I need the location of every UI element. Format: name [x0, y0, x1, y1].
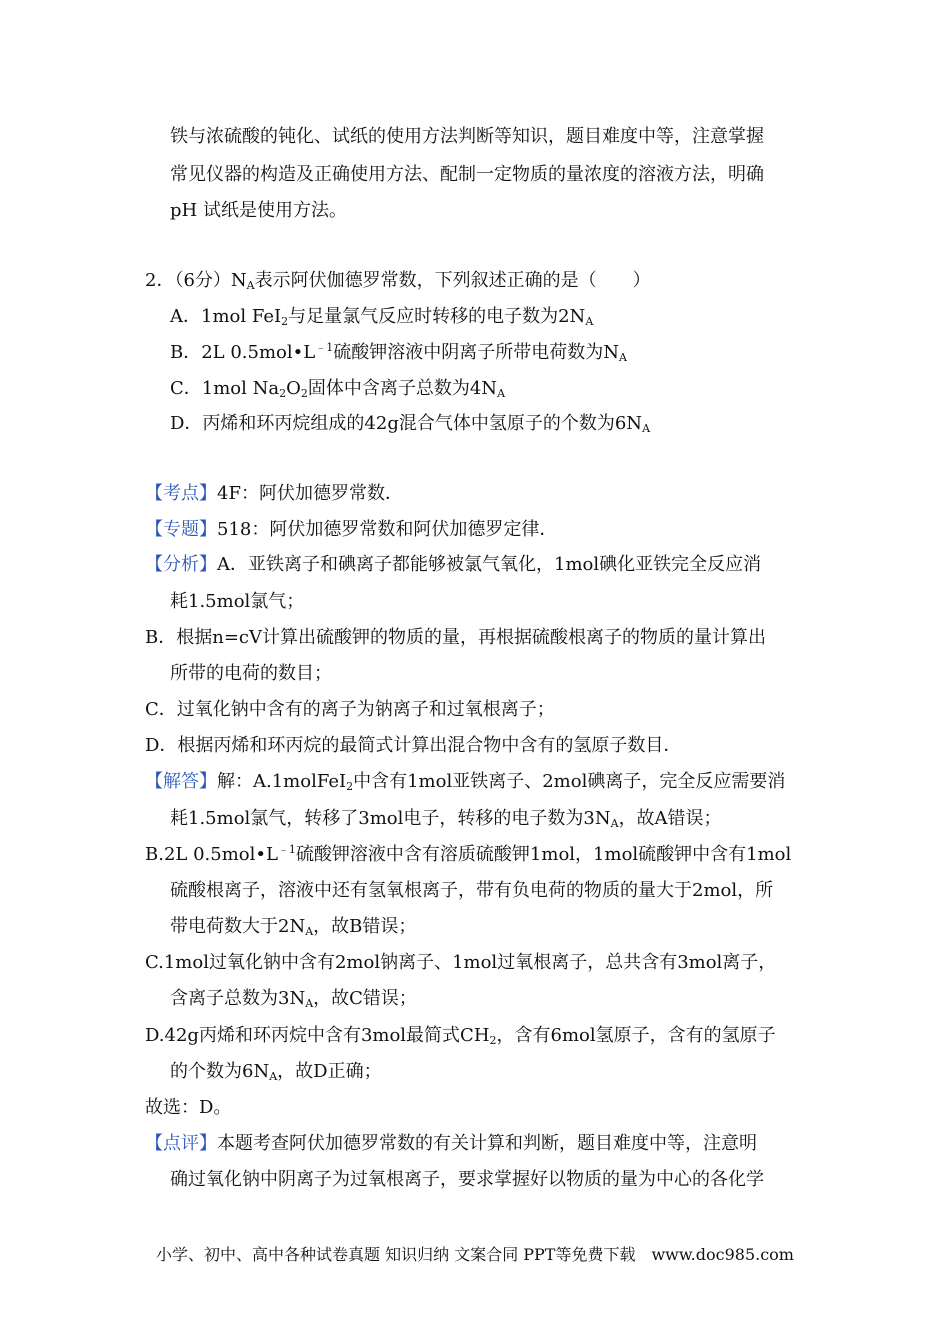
kaodian-tag: 【考点】	[145, 483, 217, 504]
dianping-line-2: 确过氧化钠中阴离子为过氧根离子，要求掌握好以物质的量为中心的各化学	[170, 1169, 764, 1190]
fenxi-line-4: 所带的电荷的数目；	[170, 663, 332, 684]
jieda-line-3: B.2L $0.5mol•L^{﹣1}$硫酸钾溶液中含有溶质硫酸钾1mol，1mol硫酸钾中含有1mol	[145, 843, 792, 865]
intro-line-1: 铁与浓硫酸的钝化、试纸的使用方法判断等知识，题目难度中等，注意掌握	[170, 126, 764, 147]
jieda-line-4: 硫酸根离子，溶液中还有氢氧根离子，带有负电荷的物质的量大于2mol，所	[170, 880, 774, 901]
jieda-tag: 【解答】	[145, 771, 217, 792]
question-score: （6分）	[174, 270, 231, 291]
option-c: C．1mol $Na_2O_2$固体中含离子总数为$4N_A$	[170, 378, 506, 400]
fenxi-tag: 【分析】	[145, 554, 217, 575]
question-number: 2．	[145, 270, 175, 291]
fenxi-line-5: C．过氧化钠中含有的离子为钠离子和过氧根离子；	[145, 699, 555, 720]
zhuanti-tag: 【专题】	[145, 519, 217, 540]
fenxi-line-6: D．根据丙烯和环丙烷的最简式计算出混合物中含有的氢原子数目．	[145, 735, 682, 756]
option-d: D．丙烯和环丙烷组成的42g混合气体中氢原子的个数为$6N_A$	[170, 413, 651, 435]
jieda-line-2: 耗1.5mol氯气，转移了3mol电子，转移的电子数为$3N_A$，故A错误；	[170, 808, 722, 830]
jieda-line-8: D.42g丙烯和环丙烷中含有3mol最简式$CH_2$，含有6mol氢原子，含有的氢原子	[145, 1025, 776, 1047]
option-b: B．2L $0.5mol•L^{﹣1}$硫酸钾溶液中阴离子所带电荷数为$N_A$	[170, 341, 627, 364]
jieda-line-6: C.1mol过氧化钠中含有2mol钠离子、1mol过氧根离子，总共含有3mol离子，	[145, 952, 777, 973]
kaodian-line: 【考点】4F：阿伏加德罗常数．	[145, 483, 403, 504]
jieda-line-9: 的个数为$6N_A$，故D正确；	[170, 1061, 382, 1083]
intro-line-2: 常见仪器的构造及正确使用方法、配制一定物质的量浓度的溶液方法，明确	[170, 164, 764, 185]
jieda-line-5: 带电荷数大于$2N_A$，故B错误；	[170, 916, 417, 938]
jieda-line-10: 故选：D。	[145, 1097, 232, 1118]
jieda-line-7: 含离子总数为$3N_A$，故C错误；	[170, 988, 417, 1010]
dianping-line-1: 【点评】本题考查阿伏加德罗常数的有关计算和判断，题目难度中等，注意明	[145, 1133, 757, 1154]
jieda-line-1: 【解答】解：A.1molFeI$_2$中含有1mol亚铁离子、2mol碘离子，完全反应需要消	[145, 771, 786, 793]
page-footer: 小学、初中、高中各种试卷真题 知识归纳 文案合同 PPT等免费下载 www.doc985.com	[156, 1245, 794, 1264]
dianping-tag: 【点评】	[145, 1133, 217, 1154]
fenxi-line-1: 【分析】A．亚铁离子和碘离子都能够被氯气氧化，1mol碘化亚铁完全反应消	[145, 554, 762, 575]
fenxi-line-3: B．根据n=cV计算出硫酸钾的物质的量，再根据硫酸根离子的物质的量计算出	[145, 627, 766, 648]
option-a: A．1mol FeI$_2$与足量氯气反应时转移的电子数为$2N_A$	[170, 306, 594, 328]
zhuanti-line: 【专题】518：阿伏加德罗常数和阿伏加德罗定律．	[145, 519, 558, 540]
intro-line-3: pH 试纸是使用方法。	[170, 200, 347, 221]
fenxi-line-2: 耗1.5mol氯气；	[170, 591, 305, 612]
question-stem: 2．（6分）$N_A$表示阿伏伽德罗常数，下列叙述正确的是（ ）	[145, 270, 651, 292]
